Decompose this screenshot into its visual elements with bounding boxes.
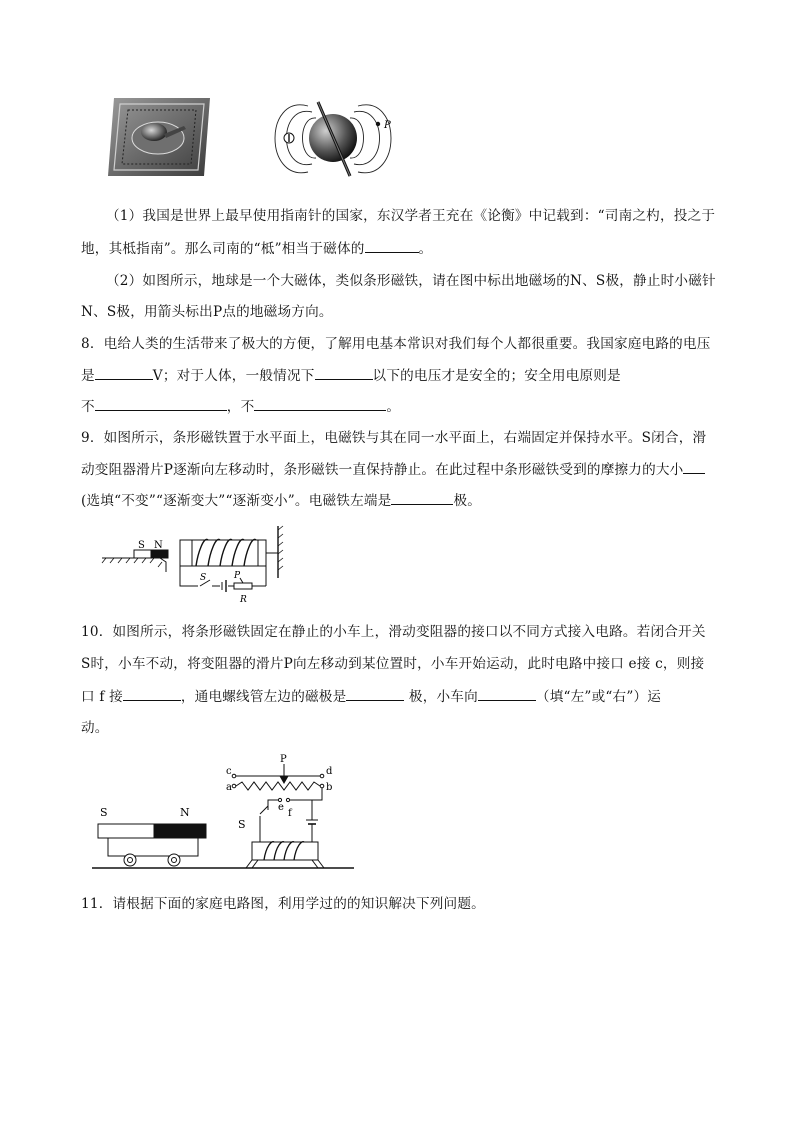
q8-text-f: 。	[386, 399, 401, 415]
q10-blank-pole[interactable]	[346, 686, 404, 701]
q8-text-c: 以下的电压才是安全的；安全用电原则是	[372, 368, 621, 384]
sinan-compass-figure	[106, 96, 212, 178]
q7-part2-line2: N、S极，用箭头标出P点的地磁场方向。	[81, 304, 333, 320]
q8-text-a: 是	[81, 368, 95, 384]
q10-terminal-c: c	[226, 766, 232, 777]
q10-terminal-f: f	[288, 808, 292, 819]
q8-blank-principle-2[interactable]	[254, 396, 386, 411]
q10-text-a: 口 f 接	[81, 689, 123, 705]
q10-line4: 动。	[81, 720, 109, 736]
q9-electromagnet-figure	[100, 522, 290, 606]
q8-blank-safe-voltage[interactable]	[315, 365, 373, 380]
q9-line3	[81, 490, 481, 511]
q9-blank-friction[interactable]	[683, 459, 705, 474]
q10-terminal-a: a	[226, 782, 232, 793]
q10-switch-label: S	[238, 818, 246, 831]
q9-slider-label: P	[234, 571, 241, 581]
q10-text-b: ，通电螺线管左边的磁极是	[180, 689, 347, 705]
q8-line3	[81, 396, 400, 417]
q9-magnet-n-label: N	[154, 540, 163, 551]
q11-line1: 11．请根据下面的家庭电路图，利用学过的的知识解决下列问题。	[81, 896, 485, 912]
q10-magnet-n-label: N	[180, 806, 190, 819]
earth-magnetic-field-figure	[268, 94, 400, 186]
q7-blank-1[interactable]	[365, 238, 419, 253]
q8-text-d: 不	[81, 399, 95, 415]
point-p-label: P	[384, 120, 391, 131]
q9-text-c: 极。	[453, 493, 482, 509]
q10-terminal-d: d	[326, 766, 333, 777]
q10-blank-direction[interactable]	[478, 686, 536, 701]
q7-part1-line2	[81, 238, 432, 259]
q9-text-a: 动变阻器滑片P逐渐向左移动时，条形磁铁一直保持静止。在此过程中条形磁铁受到的摩擦力的大小	[81, 462, 684, 478]
q10-line2: S时，小车不动，将变阻器的滑片P向左移动到某位置时，小车开始运动，此时电路中接口 e接 c，则接	[81, 656, 705, 672]
q7-part1-end: 。	[418, 241, 433, 257]
q10-line1: 10．如图所示，将条形磁铁固定在静止的小车上，滑动变阻器的接口以不同方式接入电路。若闭合开关	[81, 624, 706, 640]
q9-switch-label: S	[200, 573, 207, 583]
q10-cart-solenoid-figure	[92, 750, 362, 872]
q7-part1-text: 地，其柢指南”。那么司南的“柢”相当于磁体的	[81, 241, 365, 257]
q9-magnet-s-label: S	[138, 540, 145, 551]
q10-terminal-e: e	[278, 802, 284, 813]
q8-line1: 8．电给人类的生活带来了极大的方便，了解用电基本常识对我们每个人都很重要。我国家庭电路的电压	[81, 336, 711, 352]
q9-text-b: (选填“不变”“逐渐变大”“逐渐变小”。电磁铁左端是	[81, 493, 392, 509]
q9-line2	[81, 459, 705, 480]
q8-line2	[81, 365, 621, 386]
q10-slider-label: P	[280, 754, 287, 765]
q10-terminal-b: b	[326, 782, 333, 793]
q8-blank-voltage[interactable]	[95, 365, 153, 380]
q10-text-d: （填“左”或“右”）运	[535, 689, 662, 705]
q10-line3	[81, 686, 661, 707]
q9-rheostat-label: R	[240, 595, 247, 605]
q10-blank-terminal[interactable]	[123, 686, 181, 701]
q10-magnet-s-label: S	[100, 806, 108, 819]
q10-text-c: 极，小车向	[404, 689, 478, 705]
q7-part2-line1: （2）如图所示，地球是一个大磁体，类似条形磁铁，请在图中标出地磁场的N、S极，静止时小磁针	[106, 273, 716, 289]
q7-part1-line1: （1）我国是世界上最早使用指南针的国家，东汉学者王充在《论衡》中记载到：“司南之杓，投之于	[106, 208, 716, 224]
q8-text-e: ，不	[226, 399, 255, 415]
q8-blank-principle-1[interactable]	[95, 396, 227, 411]
q9-line1: 9．如图所示，条形磁铁置于水平面上，电磁铁与其在同一水平面上，右端固定并保持水平。S闭合，滑	[81, 430, 707, 446]
q9-blank-pole[interactable]	[391, 490, 453, 505]
q8-text-b: V；对于人体，一般情况下	[152, 368, 315, 384]
